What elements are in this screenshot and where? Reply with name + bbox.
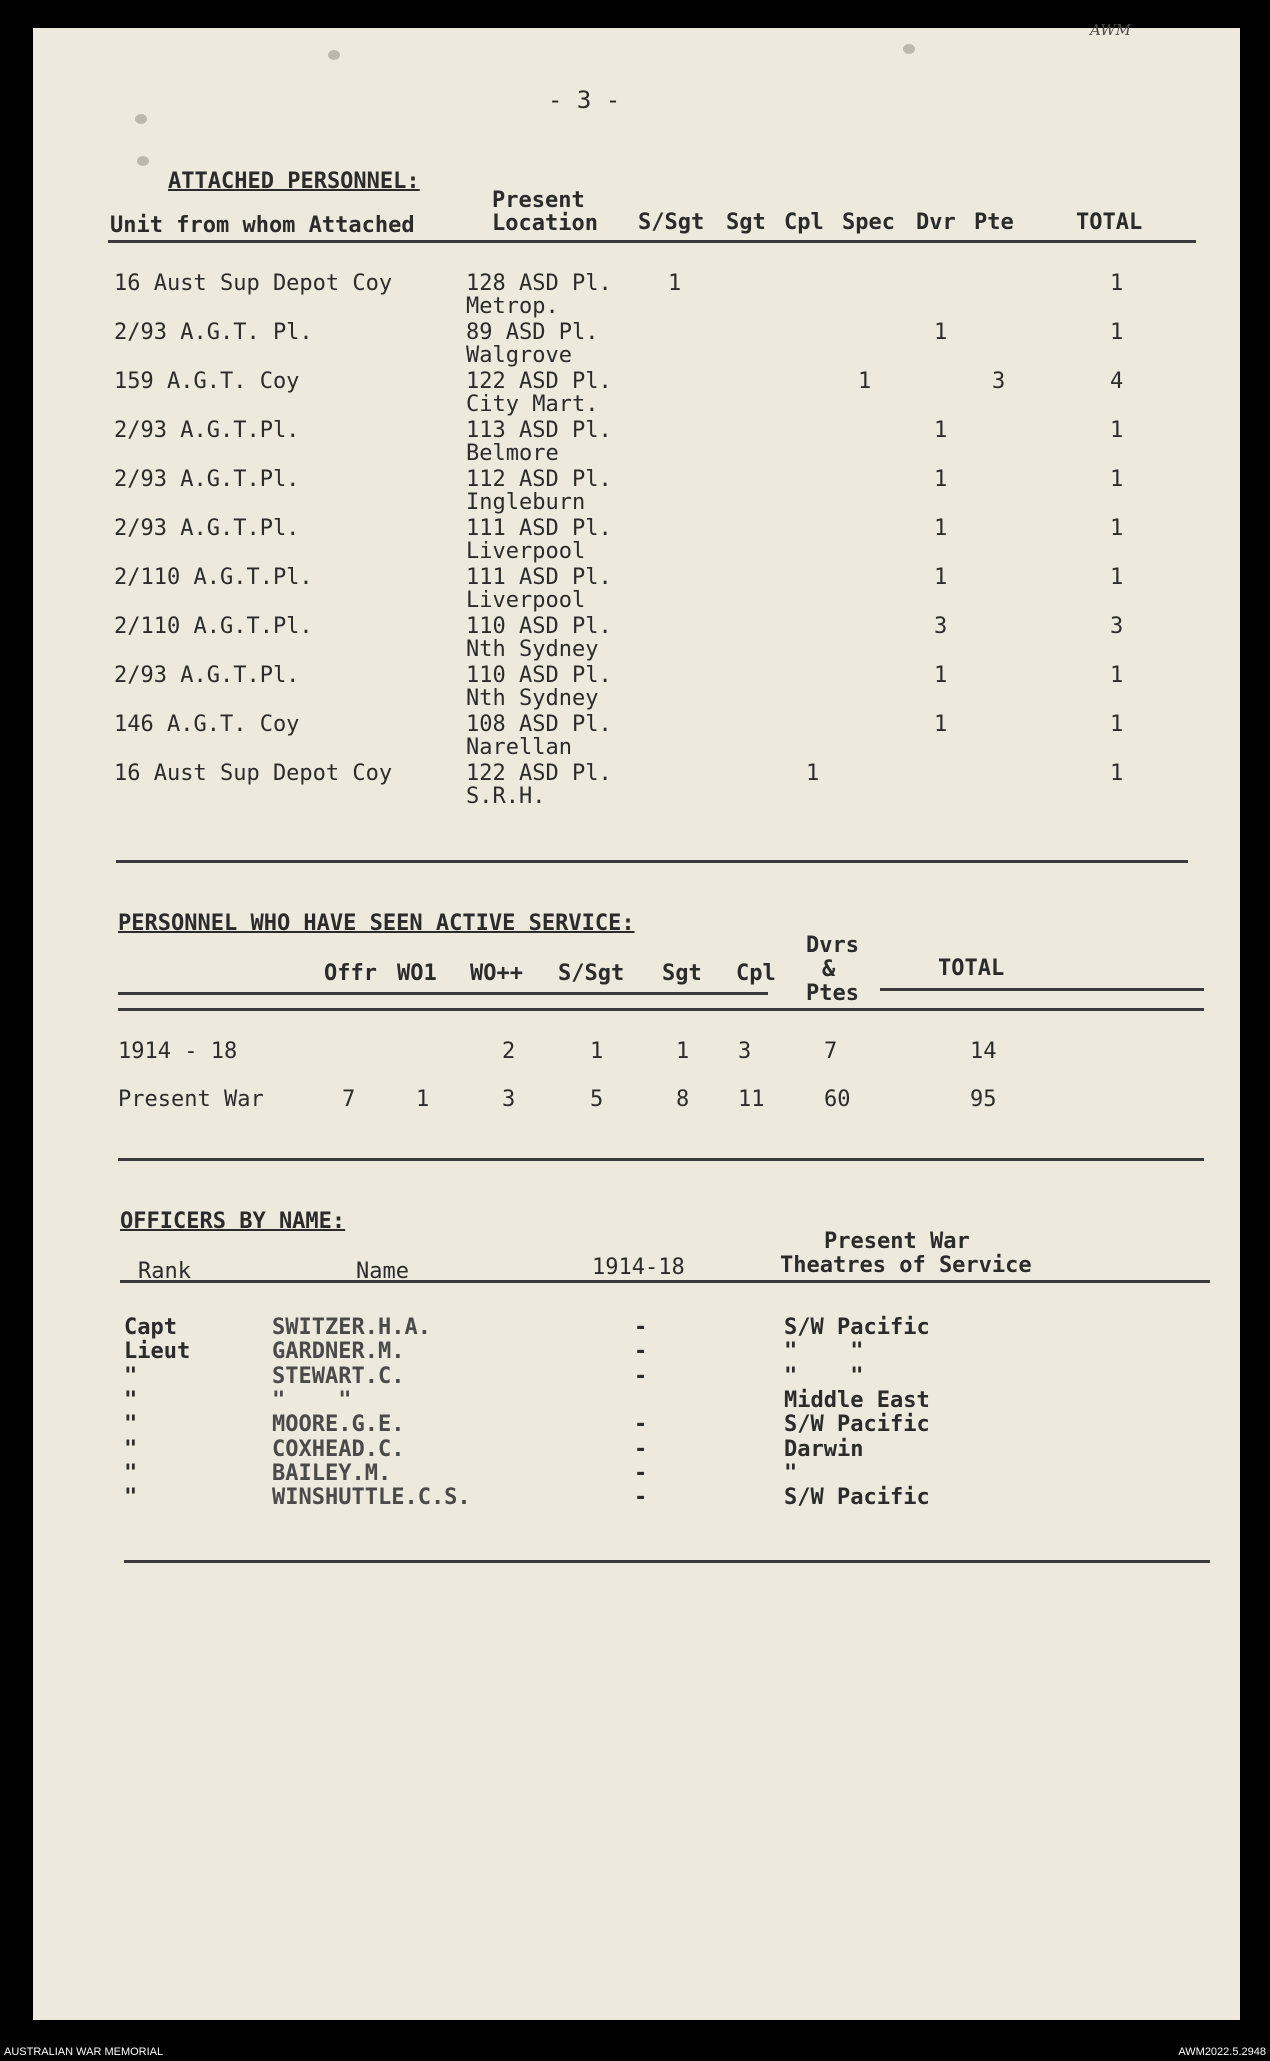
1914-18-cell: -: [634, 1364, 648, 1389]
col-header-amp: &: [822, 957, 836, 982]
location-cell: 110 ASD Pl.: [466, 663, 612, 688]
total-cell: 1: [1110, 418, 1124, 443]
ssgt-cell: 1: [590, 1039, 604, 1064]
location-subcell: Liverpool: [466, 588, 586, 613]
col-header-ssgt: S/Sgt: [638, 210, 705, 235]
location-cell: 110 ASD Pl.: [466, 614, 612, 639]
section-divider: [118, 1158, 1204, 1161]
theatre-cell: S/W Pacific: [784, 1412, 930, 1437]
theatre-cell: Darwin: [784, 1437, 864, 1462]
header-rule: [108, 240, 1196, 243]
col-header-name: Name: [356, 1259, 409, 1284]
col-header-theatres: Theatres of Service: [780, 1253, 1032, 1278]
punch-hole-mark: [328, 50, 340, 60]
row-label: Present War: [118, 1087, 264, 1112]
cpl-cell: 11: [738, 1087, 765, 1112]
location-cell: 122 ASD Pl.: [466, 369, 612, 394]
total-cell: 1: [1110, 565, 1124, 590]
col-header-unit: Unit from whom Attached: [110, 213, 415, 238]
1914-18-cell: -: [634, 1437, 648, 1462]
theatre-cell: " ": [784, 1339, 864, 1364]
location-subcell: City Mart.: [466, 392, 599, 417]
theatre-cell: Middle East: [784, 1388, 930, 1413]
col-header-rank: Rank: [138, 1259, 191, 1284]
header-rule: [118, 992, 768, 995]
unit-cell: 146 A.G.T. Coy: [114, 712, 300, 737]
unit-cell: 2/93 A.G.T.Pl.: [114, 663, 300, 688]
col-header-present: Present: [492, 188, 585, 213]
theatre-cell: S/W Pacific: [784, 1315, 930, 1340]
ssgt-cell: 1: [668, 271, 682, 296]
unit-cell: 2/93 A.G.T.Pl.: [114, 516, 300, 541]
rank-cell: ": [124, 1412, 138, 1437]
location-subcell: Liverpool: [466, 539, 586, 564]
dvr-cell: 1: [934, 418, 948, 443]
location-cell: 112 ASD Pl.: [466, 467, 612, 492]
total-cell: 1: [1110, 712, 1124, 737]
pte-cell: 3: [992, 369, 1006, 394]
col-header-offr: Offr: [324, 961, 377, 986]
name-cell: GARDNER.M.: [272, 1339, 405, 1364]
dvr-cell: 3: [934, 614, 948, 639]
name-cell: WINSHUTTLE.C.S.: [272, 1485, 471, 1510]
location-subcell: Belmore: [466, 441, 559, 466]
col-header-total: TOTAL: [1076, 210, 1143, 235]
cpl-cell: 1: [806, 761, 820, 786]
unit-cell: 2/110 A.G.T.Pl.: [114, 614, 313, 639]
row-label: 1914 - 18: [118, 1039, 238, 1064]
location-subcell: Nth Sydney: [466, 686, 599, 711]
location-cell: 111 ASD Pl.: [466, 516, 612, 541]
officers-heading: OFFICERS BY NAME:: [120, 1209, 346, 1234]
1914-18-cell: -: [634, 1412, 648, 1437]
dvr-cell: 1: [934, 320, 948, 345]
total-cell: 1: [1110, 663, 1124, 688]
col-header-sgt: Sgt: [662, 961, 702, 986]
rank-cell: Lieut: [124, 1339, 191, 1364]
rank-cell: ": [124, 1388, 138, 1413]
sgt-cell: 8: [676, 1087, 690, 1112]
section-divider: [116, 860, 1188, 863]
total-cell: 1: [1110, 467, 1124, 492]
location-subcell: Nth Sydney: [466, 637, 599, 662]
dvr-cell: 1: [934, 467, 948, 492]
footer-item-id: AWM2022.5.2948: [1178, 2046, 1266, 2058]
col-header-dvrs: Dvrs: [806, 933, 859, 958]
spec-cell: 1: [858, 369, 872, 394]
unit-cell: 2/93 A.G.T.Pl.: [114, 418, 300, 443]
name-cell: MOORE.G.E.: [272, 1412, 405, 1437]
unit-cell: 16 Aust Sup Depot Coy: [114, 271, 393, 296]
name-cell: STEWART.C.: [272, 1364, 405, 1389]
col-header-sgt: Sgt: [726, 210, 766, 235]
footer-archive-name: AUSTRALIAN WAR MEMORIAL: [4, 2046, 164, 2058]
location-cell: 108 ASD Pl.: [466, 712, 612, 737]
punch-hole-mark: [903, 44, 915, 54]
1914-18-cell: -: [634, 1315, 648, 1340]
location-subcell: Ingleburn: [466, 490, 586, 515]
col-header-pte: Pte: [974, 210, 1014, 235]
col-header-1914-18: 1914-18: [592, 1255, 685, 1280]
col-header-ssgt: S/Sgt: [558, 961, 625, 986]
header-rule: [118, 1008, 1204, 1011]
dvr-cell: 1: [934, 712, 948, 737]
punch-hole-mark: [137, 156, 149, 166]
total-cell: 14: [970, 1039, 997, 1064]
dvr-cell: 1: [934, 663, 948, 688]
col-header-wo2: WO++: [470, 961, 523, 986]
corner-mark: AWM: [1090, 21, 1132, 39]
total-cell: 4: [1110, 369, 1124, 394]
name-cell: " ": [272, 1388, 352, 1413]
unit-cell: 2/93 A.G.T. Pl.: [114, 320, 313, 345]
col-header-spec: Spec: [842, 210, 895, 235]
total-cell: 95: [970, 1087, 997, 1112]
offr-cell: 7: [342, 1087, 356, 1112]
col-header-ptes: Ptes: [806, 981, 859, 1006]
location-cell: 111 ASD Pl.: [466, 565, 612, 590]
name-cell: BAILEY.M.: [272, 1461, 392, 1486]
header-rule: [120, 1280, 1210, 1283]
name-cell: COXHEAD.C.: [272, 1437, 405, 1462]
name-cell: SWITZER.H.A.: [272, 1315, 431, 1340]
location-cell: 128 ASD Pl.: [466, 271, 612, 296]
rank-cell: ": [124, 1437, 138, 1462]
location-subcell: S.R.H.: [466, 784, 546, 809]
rank-cell: ": [124, 1485, 138, 1510]
location-subcell: Narellan: [466, 735, 572, 760]
punch-hole-mark: [135, 114, 147, 124]
1914-18-cell: -: [634, 1339, 648, 1364]
total-cell: 1: [1110, 761, 1124, 786]
active-heading: PERSONNEL WHO HAVE SEEN ACTIVE SERVICE:: [118, 911, 635, 936]
theatre-cell: " ": [784, 1364, 864, 1389]
unit-cell: 16 Aust Sup Depot Coy: [114, 761, 393, 786]
dvrs-ptes-cell: 7: [824, 1039, 838, 1064]
attached-heading: ATTACHED PERSONNEL:: [168, 169, 420, 194]
wo2-cell: 3: [502, 1087, 516, 1112]
dvrs-ptes-cell: 60: [824, 1087, 851, 1112]
col-header-cpl: Cpl: [784, 210, 824, 235]
rank-cell: ": [124, 1461, 138, 1486]
theatre-cell: S/W Pacific: [784, 1485, 930, 1510]
dvr-cell: 1: [934, 565, 948, 590]
section-divider: [124, 1560, 1210, 1563]
unit-cell: 159 A.G.T. Coy: [114, 369, 300, 394]
header-rule: [880, 988, 1204, 991]
unit-cell: 2/110 A.G.T.Pl.: [114, 565, 313, 590]
1914-18-cell: -: [634, 1461, 648, 1486]
1914-18-cell: -: [634, 1485, 648, 1510]
location-cell: 113 ASD Pl.: [466, 418, 612, 443]
location-subcell: Walgrove: [466, 343, 572, 368]
page-number: - 3 -: [548, 86, 621, 114]
col-header-present-war: Present War: [824, 1229, 970, 1254]
col-header-cpl: Cpl: [736, 961, 776, 986]
col-header-dvr: Dvr: [916, 210, 956, 235]
ssgt-cell: 5: [590, 1087, 604, 1112]
theatre-cell: ": [784, 1461, 798, 1486]
unit-cell: 2/93 A.G.T.Pl.: [114, 467, 300, 492]
wo2-cell: 2: [502, 1039, 516, 1064]
total-cell: 1: [1110, 271, 1124, 296]
location-cell: 89 ASD Pl.: [466, 320, 599, 345]
total-cell: 3: [1110, 614, 1124, 639]
sgt-cell: 1: [676, 1039, 690, 1064]
location-subcell: Metrop.: [466, 294, 559, 319]
rank-cell: Capt: [124, 1315, 177, 1340]
col-header-total: TOTAL: [938, 956, 1005, 981]
rank-cell: ": [124, 1364, 138, 1389]
location-cell: 122 ASD Pl.: [466, 761, 612, 786]
dvr-cell: 1: [934, 516, 948, 541]
col-header-location: Location: [492, 211, 598, 236]
total-cell: 1: [1110, 320, 1124, 345]
wo1-cell: 1: [416, 1087, 430, 1112]
total-cell: 1: [1110, 516, 1124, 541]
col-header-wo1: WO1: [397, 961, 437, 986]
cpl-cell: 3: [738, 1039, 752, 1064]
